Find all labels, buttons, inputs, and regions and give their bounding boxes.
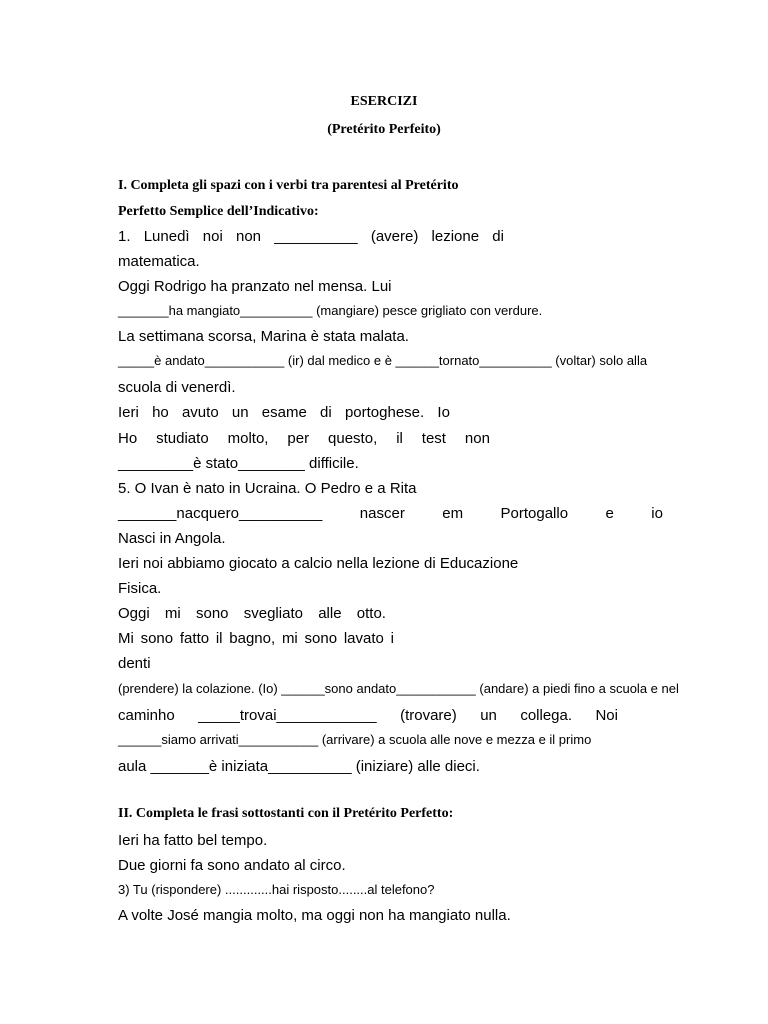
word: 1. [118, 228, 131, 245]
section2-line-4: A volte José mangia molto, ma oggi non ha mangiato nulla. [118, 907, 511, 924]
section2-line-1: Ieri ha fatto bel tempo. [118, 832, 268, 849]
exercise-line-10: _________è stato________ difficile. [118, 455, 359, 472]
exercise-line-11: 5. O Ivan è nato in Ucraina. O Pedro e a Rita [118, 480, 417, 497]
word: svegliato [243, 605, 303, 622]
word: io [651, 505, 663, 522]
word: lezione [431, 228, 480, 245]
word: Mi [118, 630, 134, 647]
page-title: ESERCIZI [350, 94, 418, 109]
word: questo, [328, 430, 378, 447]
word: noi [202, 228, 223, 245]
word: sono [304, 630, 338, 647]
word: Io [437, 404, 450, 421]
word: un [231, 404, 249, 421]
section2-heading: II. Completa le frasi sottostanti con il Pretérito Perfetto: [118, 806, 454, 821]
word: il [215, 630, 223, 647]
exercise-line-7: scuola di venerdì. [118, 379, 236, 396]
word: e [605, 505, 614, 522]
exercise-line-18: denti [118, 655, 151, 672]
word: Ho [118, 430, 138, 447]
word: caminho [118, 707, 175, 724]
section2-line-3: 3) Tu (rispondere) .............hai risposto........al telefono? [118, 882, 435, 897]
word: il [396, 430, 403, 447]
word: studiato [156, 430, 209, 447]
exercise-line-8 [118, 405, 450, 420]
word: otto. [356, 605, 386, 622]
word: sono [140, 630, 174, 647]
section1-heading-line1: I. Completa gli spazi con i verbi tra parentesi al Pretérito [118, 178, 459, 193]
exercise-line-6: _____è andato___________ (ir) dal medico e è ______tornato__________ (voltar) solo alla [118, 353, 648, 368]
word: avuto [181, 404, 219, 421]
word: Noi [595, 707, 618, 724]
exercise-line-22: aula _______è iniziata__________ (iniziare) alle dieci. [118, 758, 480, 775]
exercise-line-13: Nasci in Angola. [118, 530, 226, 547]
word: Ieri [118, 404, 139, 421]
section2-line-2: Due giorni fa sono andato al circo. [118, 857, 346, 874]
word: collega. [520, 707, 573, 724]
exercise-line-17 [118, 631, 394, 646]
word: alle [318, 605, 342, 622]
exercise-line-19: (prendere) la colazione. (Io) ______sono andato___________ (andare) a piedi fino a scuola e nel [118, 681, 679, 696]
word: ho [152, 404, 169, 421]
word: Portogallo [500, 505, 569, 522]
word: un [480, 707, 497, 724]
word: __________ [274, 228, 358, 245]
word: Lunedì [143, 228, 190, 245]
word: fatto [179, 630, 210, 647]
word: mi [164, 605, 181, 622]
word: i [390, 630, 394, 647]
word: molto, [227, 430, 269, 447]
word: _____trovai____________ [198, 707, 377, 724]
word: _______nacquero__________ [118, 505, 323, 522]
word: (avere) [370, 228, 419, 245]
word: esame [261, 404, 307, 421]
word: non [236, 228, 262, 245]
word: Oggi [118, 605, 150, 622]
exercise-line-15: Fisica. [118, 580, 162, 597]
exercise-line-4: _______ha mangiato__________ (mangiare) pesce grigliato con verdure. [118, 303, 543, 318]
exercise-line-2: matematica. [118, 253, 200, 270]
exercise-line-12 [118, 506, 663, 521]
exercise-line-14: Ieri noi abbiamo giocato a calcio nella lezione di Educazione [118, 555, 519, 572]
word: mi [281, 630, 298, 647]
word: di [492, 228, 504, 245]
word: portoghese. [344, 404, 425, 421]
word: per [287, 430, 310, 447]
word: (trovare) [400, 707, 457, 724]
word: sono [195, 605, 229, 622]
exercise-line-1 [118, 229, 504, 244]
word: em [442, 505, 464, 522]
word: nascer [359, 505, 405, 522]
exercise-line-3: Oggi Rodrigo ha pranzato nel mensa. Lui [118, 278, 392, 295]
section1-heading-line2: Perfetto Semplice dell’Indicativo: [118, 204, 319, 219]
word: lavato [343, 630, 384, 647]
exercise-line-20 [118, 708, 618, 723]
word: bagno, [229, 630, 276, 647]
exercise-line-16 [118, 606, 386, 621]
word: di [320, 404, 332, 421]
exercise-line-9 [118, 431, 490, 446]
word: test [421, 430, 446, 447]
exercise-line-21: ______siamo arrivati___________ (arrivare) a scuola alle nove e mezza e il primo [118, 732, 592, 747]
exercise-line-5: La settimana scorsa, Marina è stata malata. [118, 328, 409, 345]
page-subtitle: (Pretérito Perfeito) [327, 122, 441, 137]
word: non [464, 430, 490, 447]
